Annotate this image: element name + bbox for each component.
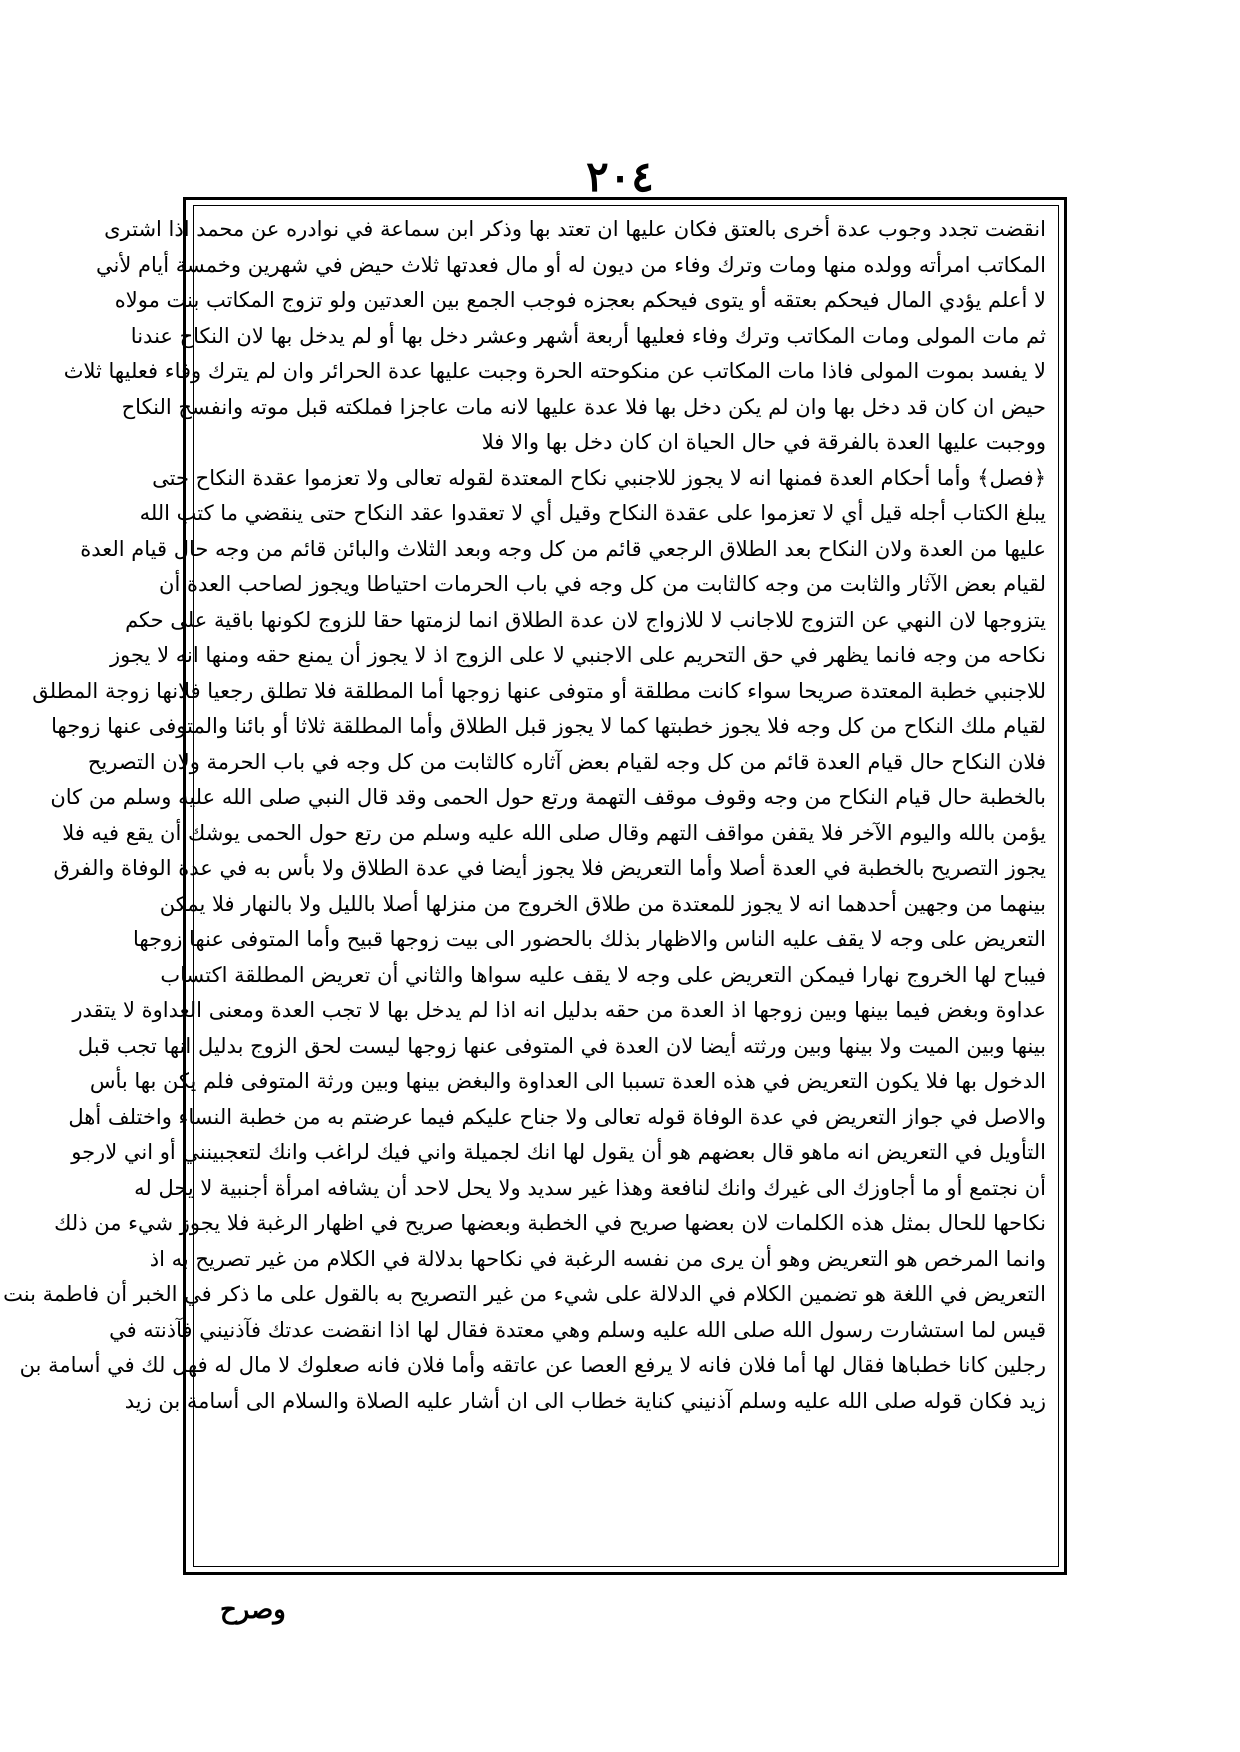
catchword: وصرح	[220, 1595, 286, 1625]
text-line: ووجبت عليها العدة بالفرقة في حال الحياة ان كان دخل بها والا فلا	[481, 430, 1046, 454]
text-line: لا أعلم يؤدي المال فيحكم بعتقه أو يتوى فيحكم بعجزه فوجب الجمع بين العدتين ولو تزوج المكاتب بنت مولاه	[114, 288, 1046, 312]
section-heading-line: ﴿فصل﴾ وأما أحكام العدة فمنها انه لا يجوز للاجنبي نكاح المعتدة لقوله تعالى ولا تعزموا عقدة النكاح حتى	[152, 465, 1046, 490]
text-line: التأويل في التعريض انه ماهو قال بعضهم هو أن يقول لها انك لجميلة واني فيك لراغب وانك لتعجبينني أو اني لارجو	[71, 1140, 1046, 1164]
text-line: يبلغ الكتاب أجله قيل أي لا تعزموا على عقدة النكاح وقيل أي لا تعقدوا عقد النكاح حتى ينقضي ما كتب الله	[139, 501, 1046, 525]
text-line: لقيام ملك النكاح من كل وجه فلا يجوز خطبتها كما لا يجوز قبل الطلاق وأما المطلقة ثلاثا أو بائنا والمتوفى عنها زوجها	[51, 714, 1046, 738]
text-line: الدخول بها فلا يكون التعريض في هذه العدة تسببا الى العداوة والبغض بينها وبين ورثة المتوفى فلم يكن بها بأس	[89, 1069, 1046, 1093]
text-line: يؤمن بالله واليوم الآخر فلا يقفن مواقف التهم وقال صلى الله عليه وسلم من رتع حول الحمى يوشك أن يقع فيه فلا	[62, 820, 1046, 845]
text-line: حيض ان كان قد دخل بها وان لم يكن دخل بها فلا عدة عليها لانه مات عاجزا فملكته قبل موته وانفسخ النكاح	[121, 394, 1046, 419]
text-line: فلان النكاح حال قيام العدة قائم من كل وجه لقيام بعض آثاره كالثابت من كل وجه في باب الحرمة ولان التصريح	[87, 749, 1046, 774]
text-line: انقضت تجدد وجوب عدة أخرى بالعتق فكان عليها ان تعتد بها وذكر ابن سماعة في نوادره عن محمد اذا اشترى	[104, 217, 1046, 241]
text-line: نكاحها للحال بمثل هذه الكلمات لان بعضها صريح في الخطبة وبعضها صريح في اظهار الرغبة فلا يجوز شيء من ذلك	[54, 1211, 1046, 1235]
text-line: لا يفسد بموت المولى فاذا مات المكاتب عن منكوحته الحرة وجبت عليها عدة الحرائر وان لم يترك وفاء فعليها ثلاث	[63, 359, 1046, 383]
text-line: يجوز التصريح بالخطبة في العدة أصلا وأما التعريض فلا يجوز أيضا في عدة الطلاق ولا بأس به في عدة الوفاة والفرق	[53, 856, 1046, 880]
text-line: عليها من العدة ولان النكاح بعد الطلاق الرجعي قائم من كل وجه وبعد الثلاث والبائن قائم من وجه حال قيام العدة	[80, 536, 1046, 561]
text-line: قيس لما استشارت رسول الله صلى الله عليه وسلم وهي معتدة فقال لها اذا انقضت عدتك فآذنيني فآذنته في	[109, 1317, 1046, 1342]
text-line: والاصل في جواز التعريض في عدة الوفاة قوله تعالى ولا جناح عليكم فيما عرضتم به من خطبة النساء واختلف أهل	[68, 1104, 1046, 1129]
text-line: أن نجتمع أو ما أجاوزك الى غيرك وانك لنافعة وهذا غير سديد ولا يحل لاحد أن يشافه امرأة أجنبية لا يحل له	[134, 1175, 1046, 1200]
text-line: يتزوجها لان النهي عن التزوج للاجانب لا للازواج لان عدة الطلاق انما لزمتها حقا للزوج لكونها باقية على حكم	[125, 607, 1046, 632]
text-line: للاجنبي خطبة المعتدة صريحا سواء كانت مطلقة أو متوفى عنها زوجها أما المطلقة فلا تطلق رجعيا فلانها زوجة المطلق	[32, 678, 1046, 703]
text-line: عداوة وبغض فيما بينها وبين زوجها اذ العدة من حقه بدليل انه اذا لم يدخل بها لا تجب العدة ومعنى العداوة لا يتقدر	[72, 998, 1046, 1022]
text-line: بينها وبين الميت ولا بينها وبين ورثته أيضا لان العدة في المتوفى عنها زوجها ليست لحق الزوج بدليل انها تجب قبل	[77, 1033, 1046, 1058]
text-line: بالخطبة حال قيام النكاح من وجه وقوف موقف التهمة ورتع حول الحمى وقد قال النبي صلى الله عليه وسلم من كان	[50, 785, 1046, 809]
text-line: زيد فكان قوله صلى الله عليه وسلم آذنيني كناية خطاب الى ان أشار عليه الصلاة والسلام الى أسامة بن زيد	[124, 1388, 1046, 1413]
text-line: وانما المرخص هو التعريض وهو أن يرى من نفسه الرغبة في نكاحها بدلالة في الكلام من غير تصريح به اذ	[149, 1246, 1046, 1271]
text-line: نكاحه من وجه فانما يظهر في حق التحريم على الاجنبي لا على الزوج اذ لا يجوز أن يمنع حقه ومنها انه لا يجوز	[110, 643, 1046, 667]
text-line: المكاتب امرأته وولده منها ومات وترك وفاء من ديون له أو مال فعدتها ثلاث حيض في شهرين وخمسة أيام لأني	[96, 252, 1046, 277]
page-number: ٢٠٤	[586, 152, 654, 201]
main-text-block	[3, 212, 1046, 1562]
text-line: لقيام بعض الآثار والثابت من وجه كالثابت من كل وجه في باب الحرمات احتياطا ويجوز لصاحب العدة أن	[159, 572, 1046, 596]
text-line: رجلين كانا خطباها فقال لها أما فلان فانه لا يرفع العصا عن عاتقه وأما فلان فانه صعلوك لا مال له فهل لك في أسامة بن	[19, 1353, 1046, 1377]
text-line: التعريض على وجه لا يقف عليه الناس والاظهار بذلك بالحضور الى بيت زوجها قبيح وأما المتوفى عنها زوجها	[133, 927, 1046, 951]
text-line: ثم مات المولى ومات المكاتب وترك وفاء فعليها أربعة أشهر وعشر دخل بها أو لم يدخل بها لان النكاح عندنا	[130, 323, 1046, 348]
text-line: التعريض في اللغة هو تضمين الكلام في الدلالة على شيء من غير التصريح به بالقول على ما ذكر في الخبر أن فاطمة بنت	[3, 1282, 1046, 1306]
text-line: بينهما من وجهين أحدهما انه لا يجوز للمعتدة من طلاق الخروج من منزلها أصلا بالليل ولا بالنهار فلا يمكن	[159, 891, 1046, 916]
text-line: فيباح لها الخروج نهارا فيمكن التعريض على وجه لا يقف عليه سواها والثاني أن تعريض المطلقة اكتساب	[160, 962, 1046, 987]
